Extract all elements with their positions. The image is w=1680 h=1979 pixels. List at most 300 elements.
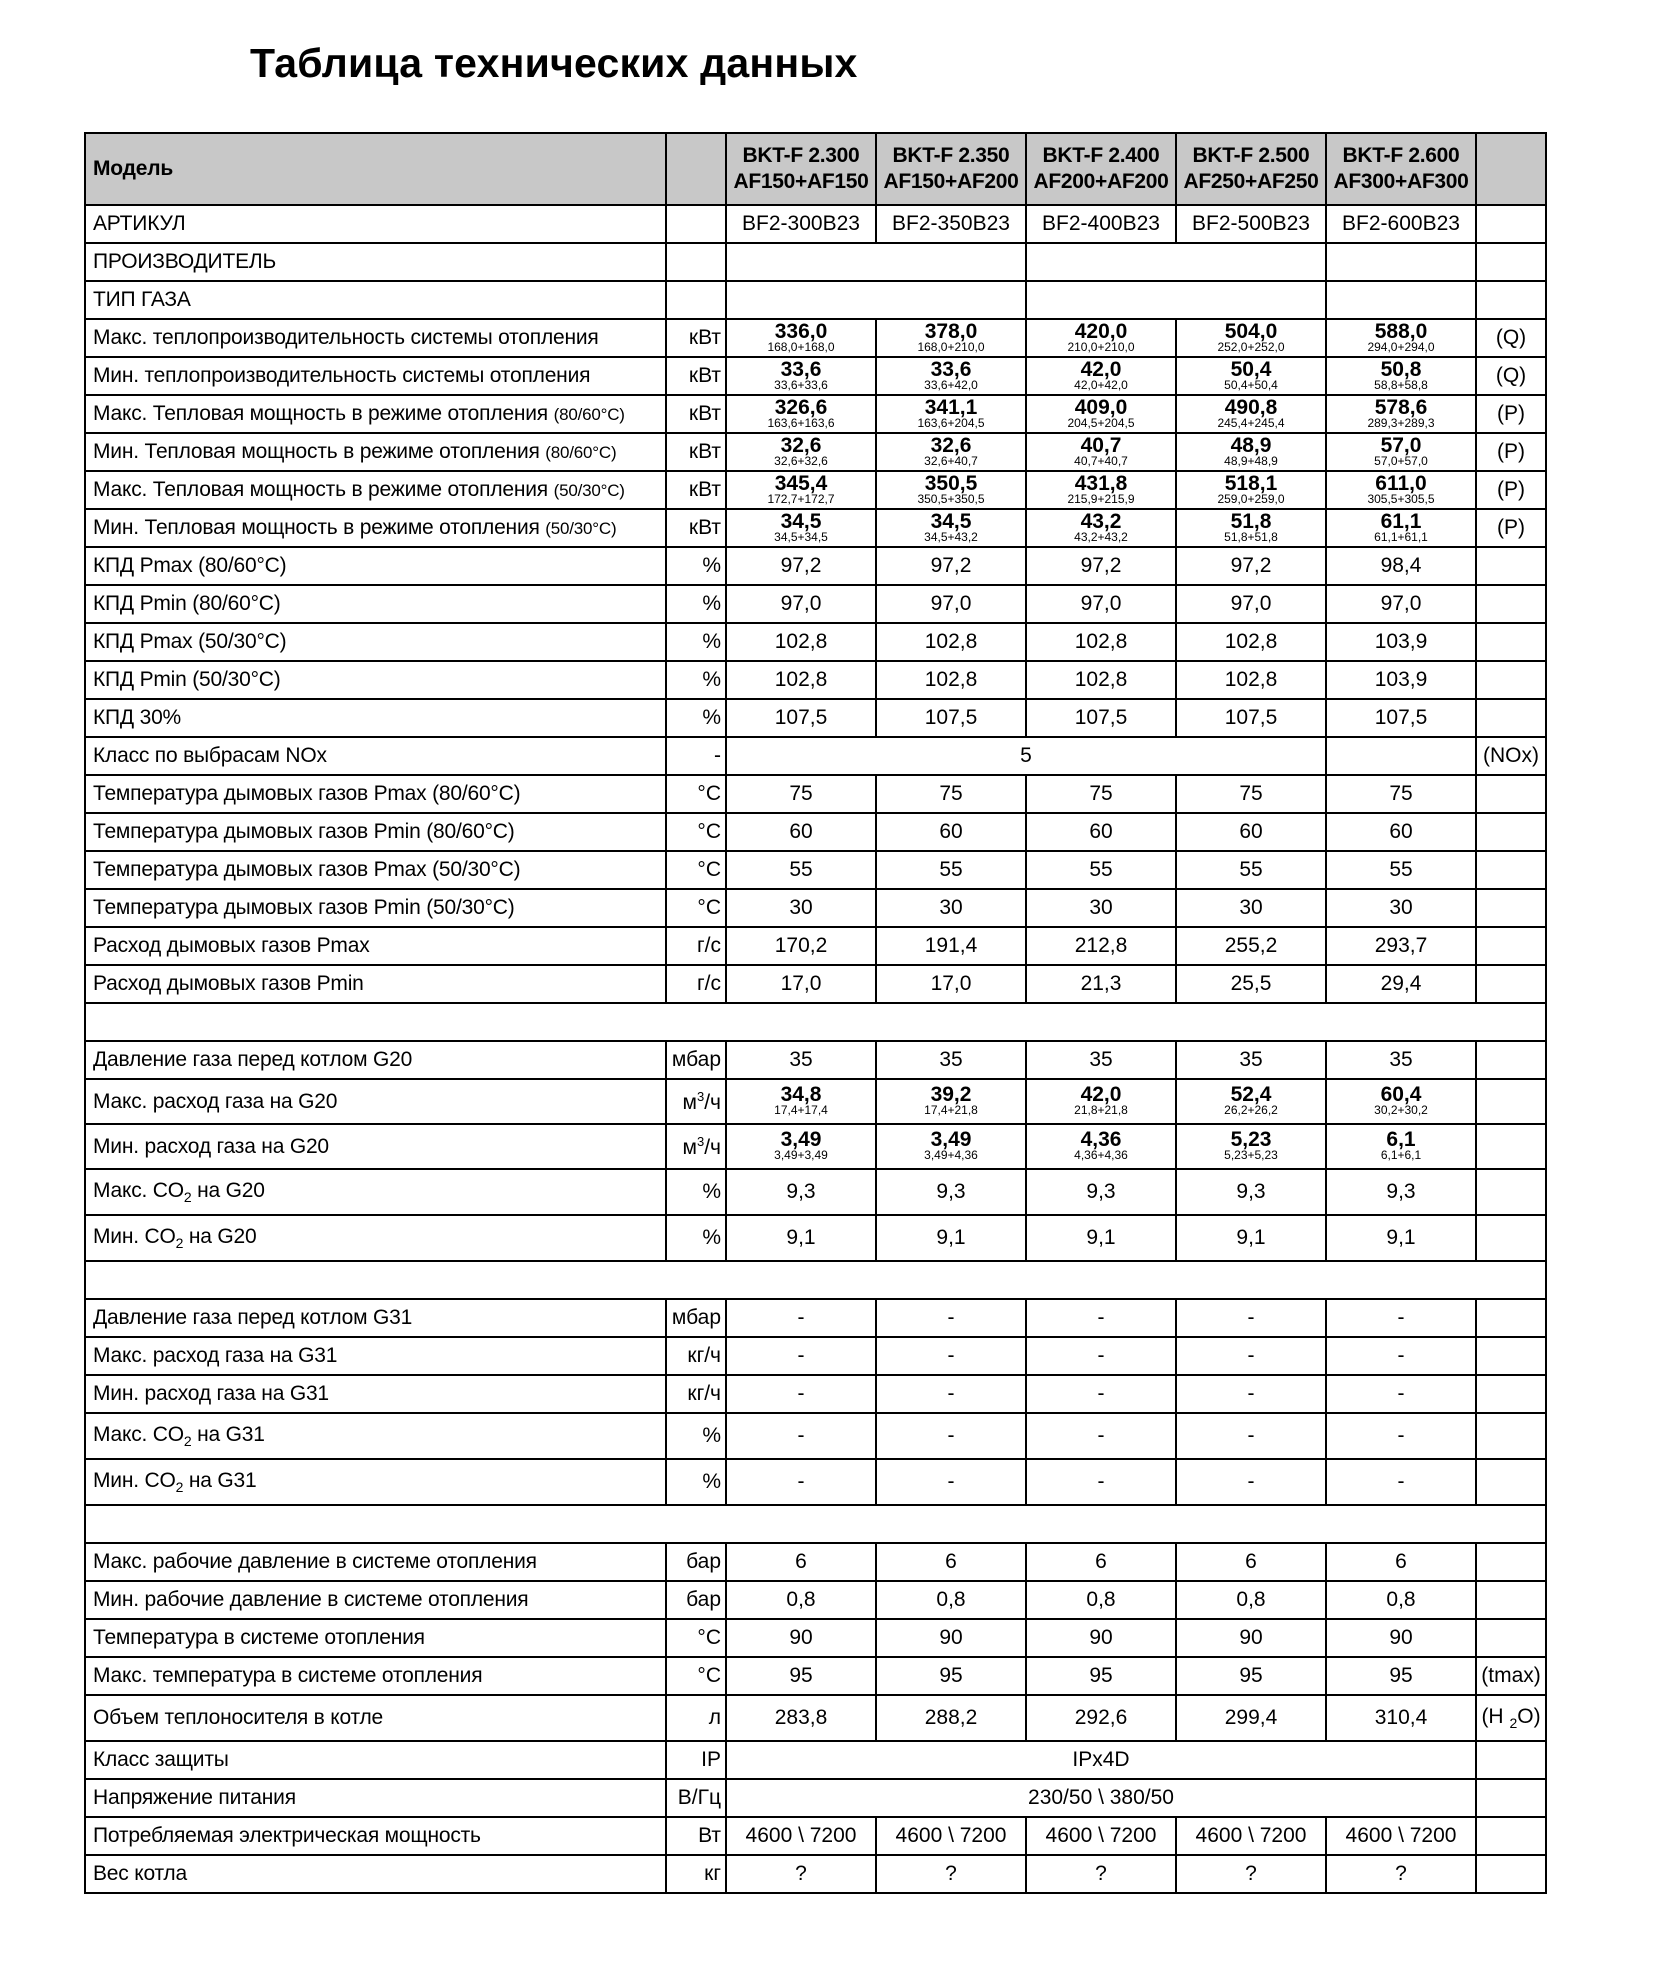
sub-value: 168,0+210,0 [917, 339, 985, 354]
unit-cell [666, 813, 726, 851]
row-label [85, 319, 666, 357]
value-cell-2 [876, 319, 1026, 357]
symbol-cell [1476, 357, 1546, 395]
value-cell-5 [1326, 547, 1476, 585]
row-label [85, 699, 666, 737]
unit-cell [666, 889, 726, 927]
main-value: 578,6 [1374, 395, 1428, 419]
unit-text: г/с [697, 934, 721, 957]
label-text: Макс. CO [93, 1422, 184, 1446]
main-value: 518,1 [1224, 471, 1278, 495]
value-cell-2 [876, 1413, 1026, 1459]
symbol-text: (tmax) [1481, 1664, 1541, 1687]
value-cell-1 [726, 1817, 876, 1855]
label-text: Мин. рабочие давление в системе отопления [93, 1588, 529, 1611]
value-cell-2 [876, 1337, 1026, 1375]
main-value: 420,0 [1074, 319, 1128, 343]
value-cell-2 [876, 927, 1026, 965]
row-q-max [85, 319, 1546, 357]
value-cell-3 [1026, 585, 1176, 623]
value-cell-1 [726, 965, 876, 1003]
symbol-cell [1476, 927, 1546, 965]
unit-text: м [682, 1090, 697, 1114]
value-cell-1 [726, 471, 876, 509]
row-label [85, 927, 666, 965]
value: 288,2 [924, 1706, 978, 1729]
value-cell-4 [1176, 547, 1326, 585]
unit-cell [666, 319, 726, 357]
value: - [947, 1306, 955, 1329]
unit-text: /ч [704, 1090, 721, 1114]
value-cell-4 [1176, 775, 1326, 813]
label-text: Мин. CO [93, 1224, 176, 1248]
row-label [85, 661, 666, 699]
value-cell-3 [1026, 1619, 1176, 1657]
value: - [797, 1470, 805, 1493]
value-cell-2 [876, 1215, 1026, 1261]
value: 55 [1389, 858, 1413, 881]
unit-text: л [708, 1706, 721, 1729]
sub-value: 305,5+305,5 [1367, 491, 1435, 506]
symbol-cell [1476, 965, 1546, 1003]
value-cell-4 [1176, 661, 1326, 699]
value: 107,5 [1224, 706, 1278, 729]
unit-cell [666, 1543, 726, 1581]
value-cell-4 [1176, 1337, 1326, 1375]
label-text: Вес котла [93, 1862, 187, 1885]
symbol-cell [1476, 851, 1546, 889]
symbol-cell [1476, 1817, 1546, 1855]
row-flue-t-pmax-80 [85, 775, 1546, 813]
model-header-5 [1326, 133, 1476, 205]
value-cell-3 [1026, 547, 1176, 585]
unit-cell [666, 471, 726, 509]
unit-text: °C [697, 858, 721, 881]
value: - [947, 1382, 955, 1405]
unit-text: кВт [688, 516, 721, 539]
sub-value: 215,9+215,9 [1067, 491, 1135, 506]
value: 29,4 [1380, 972, 1422, 995]
row-p-min-80 [85, 433, 1546, 471]
sub-value: 17,4+21,8 [924, 1103, 978, 1117]
row-label [85, 1041, 666, 1079]
sub-value: 3,49+4,36 [924, 1148, 978, 1162]
value: 75 [789, 782, 813, 805]
label-text: Расход дымовых газов Pmin [93, 972, 364, 995]
main-value: 40,7 [1080, 433, 1122, 457]
symbol-cell [1476, 889, 1546, 927]
value: 30 [789, 896, 813, 919]
symbol-cell [1476, 699, 1546, 737]
main-value: 341,1 [924, 395, 978, 419]
value-cell-5 [1326, 623, 1476, 661]
label-text: Температура дымовых газов Pmin (50/30°C) [93, 896, 515, 919]
unit-text: % [702, 1424, 721, 1447]
value-cell-5 [1326, 357, 1476, 395]
label-text: на G31 [183, 1468, 257, 1492]
sub-value: 33,6+42,0 [924, 377, 978, 392]
value-cell-1 [726, 1459, 876, 1505]
label-text: Макс. CO [93, 1178, 184, 1202]
value-cell-3 [1026, 813, 1176, 851]
value-cell-1 [726, 319, 876, 357]
label-text: Температура дымовых газов Pmax (50/30°C) [93, 858, 521, 881]
value-cell-2 [876, 775, 1026, 813]
model-header-text: Модель [93, 157, 174, 180]
value: 299,4 [1224, 1706, 1278, 1729]
label-text: Макс. Тепловая мощность в режиме отопления [93, 478, 548, 501]
unit-text: бар [686, 1588, 721, 1611]
unit-cell [666, 509, 726, 547]
unit-text: кг/ч [687, 1344, 721, 1367]
value: 102,8 [924, 630, 978, 653]
value-cell-4 [1176, 851, 1326, 889]
sub-value: 163,6+204,5 [917, 415, 985, 430]
main-value: 326,6 [774, 395, 828, 419]
value: 0,8 [1086, 1588, 1116, 1611]
main-value: 4,36 [1080, 1128, 1122, 1151]
value: 97,2 [780, 554, 822, 577]
value-cell-3 [1026, 1695, 1176, 1741]
unit-text: % [702, 1226, 721, 1249]
label-mode: (80/60°C) [553, 405, 625, 424]
row-press-max [85, 1543, 1546, 1581]
unit-cell [666, 623, 726, 661]
row-label [85, 433, 666, 471]
value: 9,1 [1236, 1226, 1266, 1249]
row-press-min [85, 1581, 1546, 1619]
sub-value: 289,3+289,3 [1367, 415, 1435, 430]
row-label [85, 623, 666, 661]
merged-value: 230/50 \ 380/50 [1028, 1786, 1174, 1809]
value-cell-1 [726, 1124, 876, 1169]
unit-header-cell [666, 133, 726, 205]
row-g31-co2-min [85, 1459, 1546, 1505]
row-p-max-80 [85, 395, 1546, 433]
symbol-cell [1476, 1741, 1546, 1779]
model-config: AF150+AF150 [733, 170, 869, 193]
value-cell-group [1026, 243, 1326, 281]
value-cell-3 [1026, 319, 1176, 357]
unit-text: кВт [688, 478, 721, 501]
model-header-4 [1176, 133, 1326, 205]
value-cell-2 [876, 433, 1026, 471]
separator-cell [85, 1003, 1546, 1041]
symbol-cell [1476, 395, 1546, 433]
separator-cell [85, 1505, 1546, 1543]
value-cell-1 [726, 889, 876, 927]
label-text: КПД 30% [93, 706, 182, 729]
value: 60 [939, 820, 963, 843]
symbol-cell [1476, 775, 1546, 813]
label-text: Макс. температура в системе отопления [93, 1664, 483, 1687]
value: 102,8 [1074, 668, 1128, 691]
sub-value: 17,4+17,4 [774, 1103, 828, 1117]
model-name: BKT-F 2.600 [1342, 144, 1460, 167]
value-cell-2 [876, 1299, 1026, 1337]
sub-value: 42,0+42,0 [1074, 377, 1128, 392]
main-value: 33,6 [930, 357, 972, 381]
row-p-max-50 [85, 471, 1546, 509]
value: 6 [1395, 1550, 1407, 1573]
sub-value: 48,9+48,9 [1224, 453, 1278, 468]
value: 90 [1089, 1626, 1113, 1649]
label-text: Расход дымовых газов Pmax [93, 934, 370, 957]
label-text: Макс. рабочие давление в системе отопления [93, 1550, 537, 1573]
symbol-text: (Q) [1495, 364, 1527, 387]
label-text: КПД Pmin (80/60°C) [93, 592, 281, 615]
value: 55 [1239, 858, 1263, 881]
row-label [85, 965, 666, 1003]
value-cell-2 [876, 965, 1026, 1003]
symbol-text: (H [1481, 1704, 1510, 1728]
value-cell-3 [1026, 889, 1176, 927]
value: 107,5 [1074, 706, 1128, 729]
row-label [85, 889, 666, 927]
unit-text: °C [697, 1664, 721, 1687]
value: 75 [1089, 782, 1113, 805]
unit-cell [666, 395, 726, 433]
label-text: Мин. Тепловая мощность в режиме отопления [93, 516, 540, 539]
unit-cell [666, 547, 726, 585]
value: 102,8 [924, 668, 978, 691]
label-text: Мин. теплопроизводительность системы отопления [93, 364, 591, 387]
value: 102,8 [774, 668, 828, 691]
label-text: на G20 [183, 1224, 257, 1248]
row-eff-pmax-50 [85, 623, 1546, 661]
superscript-3: 3 [696, 1088, 705, 1104]
value-cell-1 [726, 1041, 876, 1079]
main-value: 588,0 [1374, 319, 1428, 343]
unit-text: м [682, 1135, 697, 1159]
value: - [1397, 1382, 1405, 1405]
value-cell-4 [1176, 1215, 1326, 1261]
symbol-cell [1476, 1169, 1546, 1215]
value: 35 [1389, 1048, 1413, 1071]
row-label [85, 1543, 666, 1581]
unit-cell [666, 1695, 726, 1741]
value-cell-1 [726, 775, 876, 813]
value: - [1097, 1344, 1105, 1367]
value-cell-1 [726, 699, 876, 737]
sub-value: 172,7+172,7 [767, 491, 835, 506]
value: - [947, 1470, 955, 1493]
value-cell [1326, 281, 1476, 319]
value-cell-1 [726, 1581, 876, 1619]
value-cell-4 [1176, 357, 1326, 395]
model-header-label [85, 133, 666, 205]
subscript-2: 2 [175, 1479, 184, 1496]
main-value: 48,9 [1230, 433, 1272, 457]
unit-text: - [714, 744, 721, 767]
value-cell-2 [876, 623, 1026, 661]
symbol-cell [1476, 1581, 1546, 1619]
value: 17,0 [930, 972, 972, 995]
sub-value: 30,2+30,2 [1374, 1103, 1428, 1117]
value-cell-1 [726, 1657, 876, 1695]
symbol-text: (P) [1497, 516, 1525, 539]
value-cell-1 [726, 1855, 876, 1893]
value: 103,9 [1374, 668, 1428, 691]
value-cell-2 [876, 1619, 1026, 1657]
value-cell [1326, 737, 1476, 775]
row-g20-flow-min [85, 1124, 1546, 1169]
value-cell-3 [1026, 623, 1176, 661]
sub-value: 50,4+50,4 [1224, 377, 1278, 392]
value-cell-3 [1026, 1124, 1176, 1169]
unit-cell [666, 1124, 726, 1169]
label-text: КПД Pmin (50/30°C) [93, 668, 281, 691]
value-cell-4 [1176, 965, 1326, 1003]
sub-value: 163,6+163,6 [767, 415, 835, 430]
unit-text: бар [686, 1550, 721, 1573]
sub-value: 34,5+43,2 [924, 529, 978, 544]
value-cell-5 [1326, 1543, 1476, 1581]
value: - [1397, 1424, 1405, 1447]
row-label [85, 1855, 666, 1893]
value-cell-3 [1026, 509, 1176, 547]
main-value: 336,0 [774, 319, 828, 343]
value-cell-2 [876, 1041, 1026, 1079]
row-flue-flow-pmax [85, 927, 1546, 965]
label-text: ПРОИЗВОДИТЕЛЬ [93, 250, 277, 273]
value: 35 [939, 1048, 963, 1071]
value-cell-5 [1326, 1124, 1476, 1169]
unit-cell [666, 775, 726, 813]
model-name: BKT-F 2.300 [742, 144, 860, 167]
model-header-3 [1026, 133, 1176, 205]
main-value: 32,6 [780, 433, 822, 457]
value: 30 [1389, 896, 1413, 919]
symbol-text: (Q) [1495, 326, 1527, 349]
value: 95 [1239, 1664, 1263, 1687]
label-text: Давление газа перед котлом G31 [93, 1306, 413, 1329]
value: 35 [1089, 1048, 1113, 1071]
value-cell-5 [1326, 813, 1476, 851]
value-cell-5 [1326, 661, 1476, 699]
main-value: 6,1 [1386, 1128, 1416, 1151]
value: 6 [795, 1550, 807, 1573]
symbol-header-cell [1476, 133, 1546, 205]
unit-text: % [702, 1180, 721, 1203]
sub-value: 40,7+40,7 [1074, 453, 1128, 468]
value-cell-3 [1026, 1169, 1176, 1215]
value-cell-2 [876, 1169, 1026, 1215]
row-label [85, 509, 666, 547]
unit-text: кВт [688, 440, 721, 463]
value-cell-5 [1326, 1413, 1476, 1459]
value: 102,8 [1224, 668, 1278, 691]
separator-cell [85, 1261, 1546, 1299]
row-label [85, 243, 666, 281]
value: - [1397, 1306, 1405, 1329]
value: 102,8 [774, 630, 828, 653]
label-text: Мин. Тепловая мощность в режиме отопления [93, 440, 540, 463]
row-label [85, 1215, 666, 1261]
main-value: 61,1 [1380, 509, 1422, 533]
row-label [85, 1299, 666, 1337]
value-cell-1 [726, 1375, 876, 1413]
row-label [85, 1695, 666, 1741]
value: 107,5 [1374, 706, 1428, 729]
value-cell-4 [1176, 395, 1326, 433]
value: 293,7 [1374, 934, 1428, 957]
value: - [947, 1344, 955, 1367]
row-manufacturer [85, 243, 1546, 281]
unit-cell [666, 737, 726, 775]
unit-cell [666, 1079, 726, 1124]
main-value: 33,6 [780, 357, 822, 381]
label-text: Объем теплоносителя в котле [93, 1706, 383, 1729]
value: - [797, 1306, 805, 1329]
value-cell-2 [876, 1375, 1026, 1413]
label-text: КПД Pmax (50/30°C) [93, 630, 287, 653]
value: 95 [1389, 1664, 1413, 1687]
row-label [85, 737, 666, 775]
unit-cell [666, 1169, 726, 1215]
value: BF2-300B23 [742, 212, 860, 235]
sub-value: 43,2+43,2 [1074, 529, 1128, 544]
value-cell-4 [1176, 1817, 1326, 1855]
value-cell-4 [1176, 623, 1326, 661]
value: 107,5 [924, 706, 978, 729]
value-cell-3 [1026, 1855, 1176, 1893]
value-cell-1 [726, 1543, 876, 1581]
row-label [85, 851, 666, 889]
symbol-text: O) [1517, 1704, 1541, 1728]
page-title: Таблица технических данных [250, 40, 858, 86]
symbol-cell [1476, 813, 1546, 851]
value: 30 [1089, 896, 1113, 919]
main-value: 51,8 [1230, 509, 1272, 533]
value: - [1247, 1344, 1255, 1367]
value-cell-2 [876, 813, 1026, 851]
value: 60 [789, 820, 813, 843]
merged-value: IPx4D [1072, 1748, 1130, 1771]
value-cell-1 [726, 547, 876, 585]
value-cell-3 [1026, 927, 1176, 965]
value-cell-2 [876, 509, 1026, 547]
unit-cell [666, 661, 726, 699]
sub-value: 210,0+210,0 [1067, 339, 1135, 354]
value: - [1247, 1382, 1255, 1405]
header-row [85, 133, 1546, 205]
sub-value: 58,8+58,8 [1374, 377, 1428, 392]
value-cell-4 [1176, 699, 1326, 737]
sub-value: 51,8+51,8 [1224, 529, 1278, 544]
value-cell-4 [1176, 433, 1326, 471]
row-weight [85, 1855, 1546, 1893]
value-cell-2 [876, 1817, 1026, 1855]
main-value: 50,8 [1380, 357, 1422, 381]
unit-cell [666, 1459, 726, 1505]
unit-text: °C [697, 820, 721, 843]
value-cell-4 [1176, 1124, 1326, 1169]
value-cell-4 [1176, 1657, 1326, 1695]
value: 98,4 [1380, 554, 1422, 577]
value: - [1397, 1344, 1405, 1367]
value-cell-5 [1326, 1337, 1476, 1375]
sub-value: 21,8+21,8 [1074, 1103, 1128, 1117]
model-name: BKT-F 2.500 [1192, 144, 1310, 167]
label-text: Макс. Тепловая мощность в режиме отопления [93, 402, 548, 425]
value-cell-2 [876, 699, 1026, 737]
row-eff-30 [85, 699, 1546, 737]
value-cell-4 [1176, 813, 1326, 851]
unit-cell [666, 699, 726, 737]
unit-text: кВт [688, 364, 721, 387]
label-text: Потребляемая электрическая мощность [93, 1824, 481, 1847]
